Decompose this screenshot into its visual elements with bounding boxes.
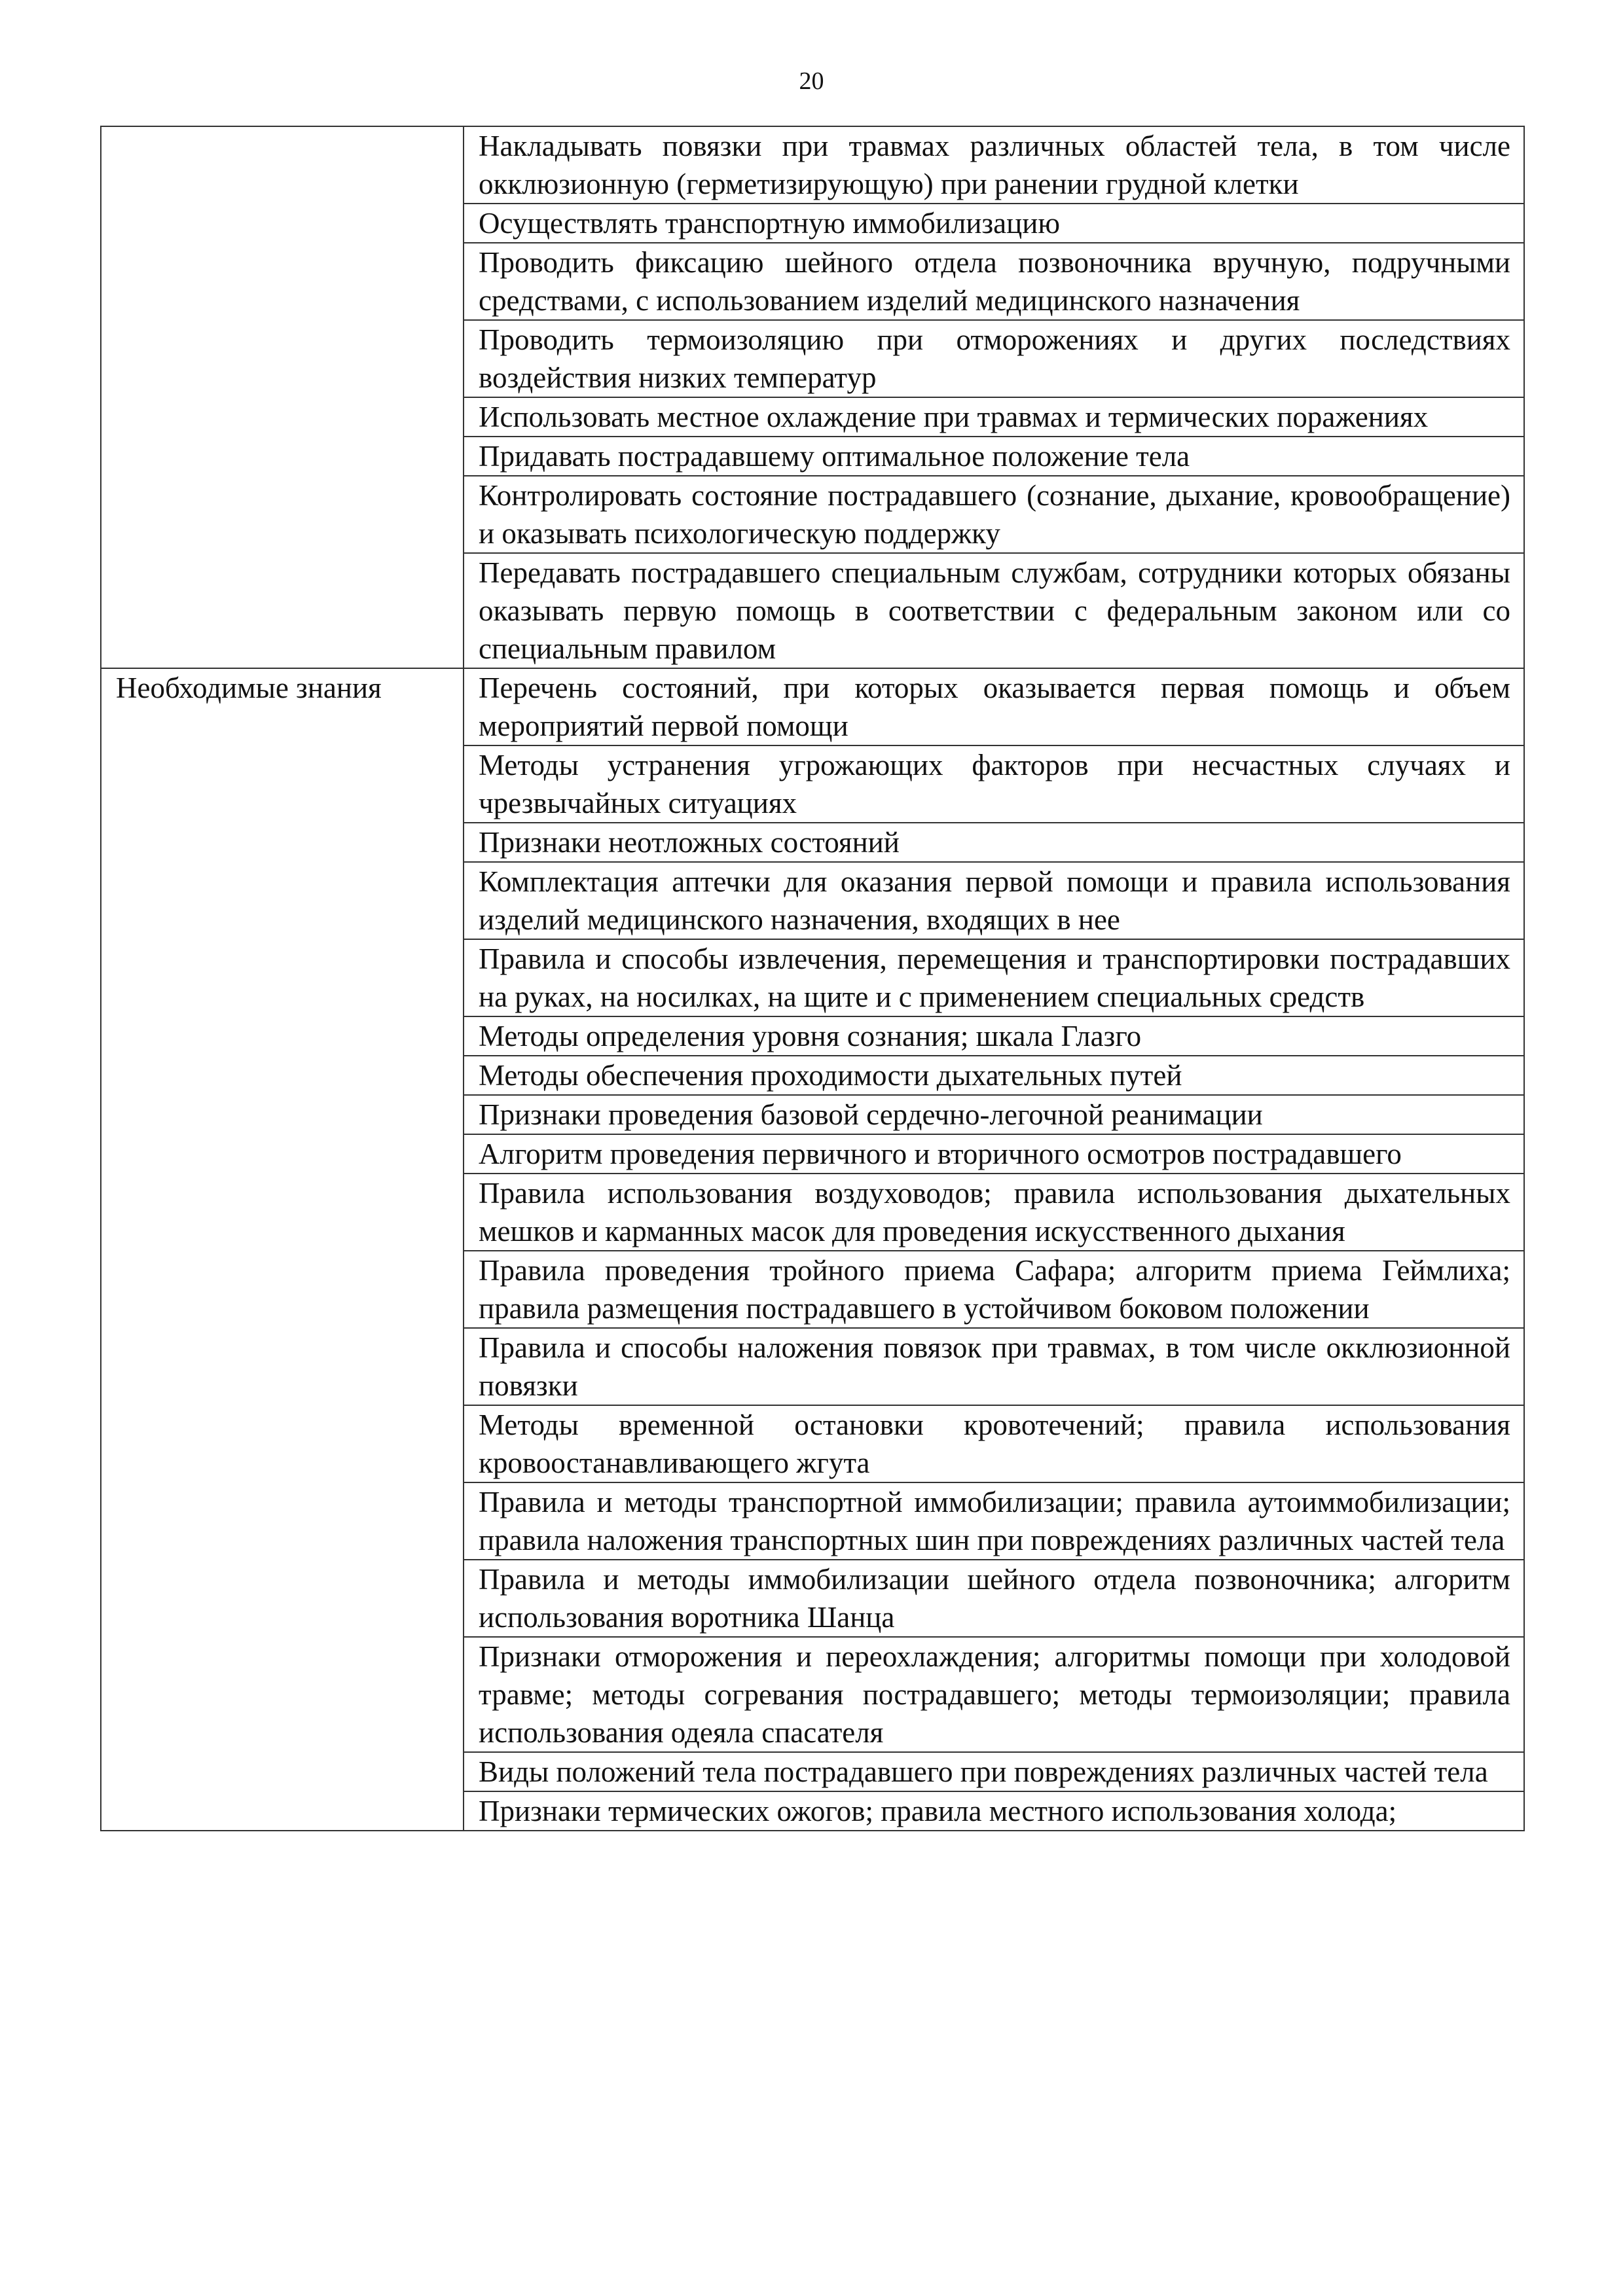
table-cell-skill: Проводить фиксацию шейного отдела позвоночника вручную, подручными средствами, с использованием изделий медицинского назначения	[464, 243, 1524, 320]
section-label-empty-cell	[101, 126, 464, 668]
table-cell-knowledge: Методы временной остановки кровотечений; правила использования кровоостанавливающего жгута	[464, 1405, 1524, 1482]
table-cell-knowledge: Методы обеспечения проходимости дыхательных путей	[464, 1056, 1524, 1095]
section-label: Необходимые знания	[101, 668, 464, 1831]
table-cell-knowledge: Правила проведения тройного приема Сафара; алгоритм приема Геймлиха; правила размещения пострадавшего в устойчивом боковом положении	[464, 1251, 1524, 1328]
table-cell-knowledge: Комплектация аптечки для оказания первой помощи и правила использования изделий медицинского назначения, входящих в нее	[464, 862, 1524, 939]
table-cell-knowledge: Методы определения уровня сознания; шкала Глазго	[464, 1016, 1524, 1056]
table-cell-skill: Осуществлять транспортную иммобилизацию	[464, 204, 1524, 243]
table-cell-knowledge: Перечень состояний, при которых оказывается первая помощь и объем мероприятий первой помощи	[464, 668, 1524, 745]
table-row	[101, 126, 1524, 204]
table-cell-skill: Накладывать повязки при травмах различных областей тела, в том числе окклюзионную (герметизирующую) при ранении грудной клетки	[464, 126, 1524, 204]
table-cell-knowledge: Правила и способы извлечения, перемещения и транспортировки пострадавших на руках, на носилках, на щите и с применением специальных средств	[464, 939, 1524, 1016]
page-number: 20	[799, 67, 824, 95]
table-cell-knowledge: Признаки неотложных состояний	[464, 823, 1524, 862]
table-cell-knowledge: Алгоритм проведения первичного и вторичного осмотров пострадавшего	[464, 1134, 1524, 1174]
table-cell-knowledge: Методы устранения угрожающих факторов при несчастных случаях и чрезвычайных ситуациях	[464, 745, 1524, 823]
table-cell-knowledge: Правила и методы иммобилизации шейного отдела позвоночника; алгоритм использования воротника Шанца	[464, 1560, 1524, 1637]
table-cell-knowledge: Виды положений тела пострадавшего при повреждениях различных частей тела	[464, 1752, 1524, 1791]
table-cell-skill: Передавать пострадавшего специальным службам, сотрудники которых обязаны оказывать первую помощь в соответствии с федеральным законом или со специальным правилом	[464, 553, 1524, 668]
table-cell-knowledge: Правила использования воздуховодов; правила использования дыхательных мешков и карманных масок для проведения искусственного дыхания	[464, 1174, 1524, 1251]
table-cell-knowledge: Правила и методы транспортной иммобилизации; правила аутоиммобилизации; правила наложения транспортных шин при повреждениях различных частей тела	[464, 1482, 1524, 1560]
table-row	[101, 668, 1524, 745]
table-cell-skill: Контролировать состояние пострадавшего (сознание, дыхание, кровообращение) и оказывать психологическую поддержку	[464, 476, 1524, 553]
table-cell-skill: Придавать пострадавшему оптимальное положение тела	[464, 437, 1524, 476]
table-cell-knowledge: Правила и способы наложения повязок при травмах, в том числе окклюзионной повязки	[464, 1328, 1524, 1405]
table-cell-knowledge: Признаки термических ожогов; правила местного использования холода;	[464, 1791, 1524, 1831]
table-cell-skill: Проводить термоизоляцию при отморожениях и других последствиях воздействия низких температур	[464, 320, 1524, 397]
table-cell-knowledge: Признаки отморожения и переохлаждения; алгоритмы помощи при холодовой травме; методы согревания пострадавшего; методы термоизоляции; правила использования одеяла спасателя	[464, 1637, 1524, 1752]
competency-table	[100, 126, 1525, 1831]
table-cell-knowledge: Признаки проведения базовой сердечно-легочной реанимации	[464, 1095, 1524, 1134]
table-cell-skill: Использовать местное охлаждение при травмах и термических поражениях	[464, 397, 1524, 437]
